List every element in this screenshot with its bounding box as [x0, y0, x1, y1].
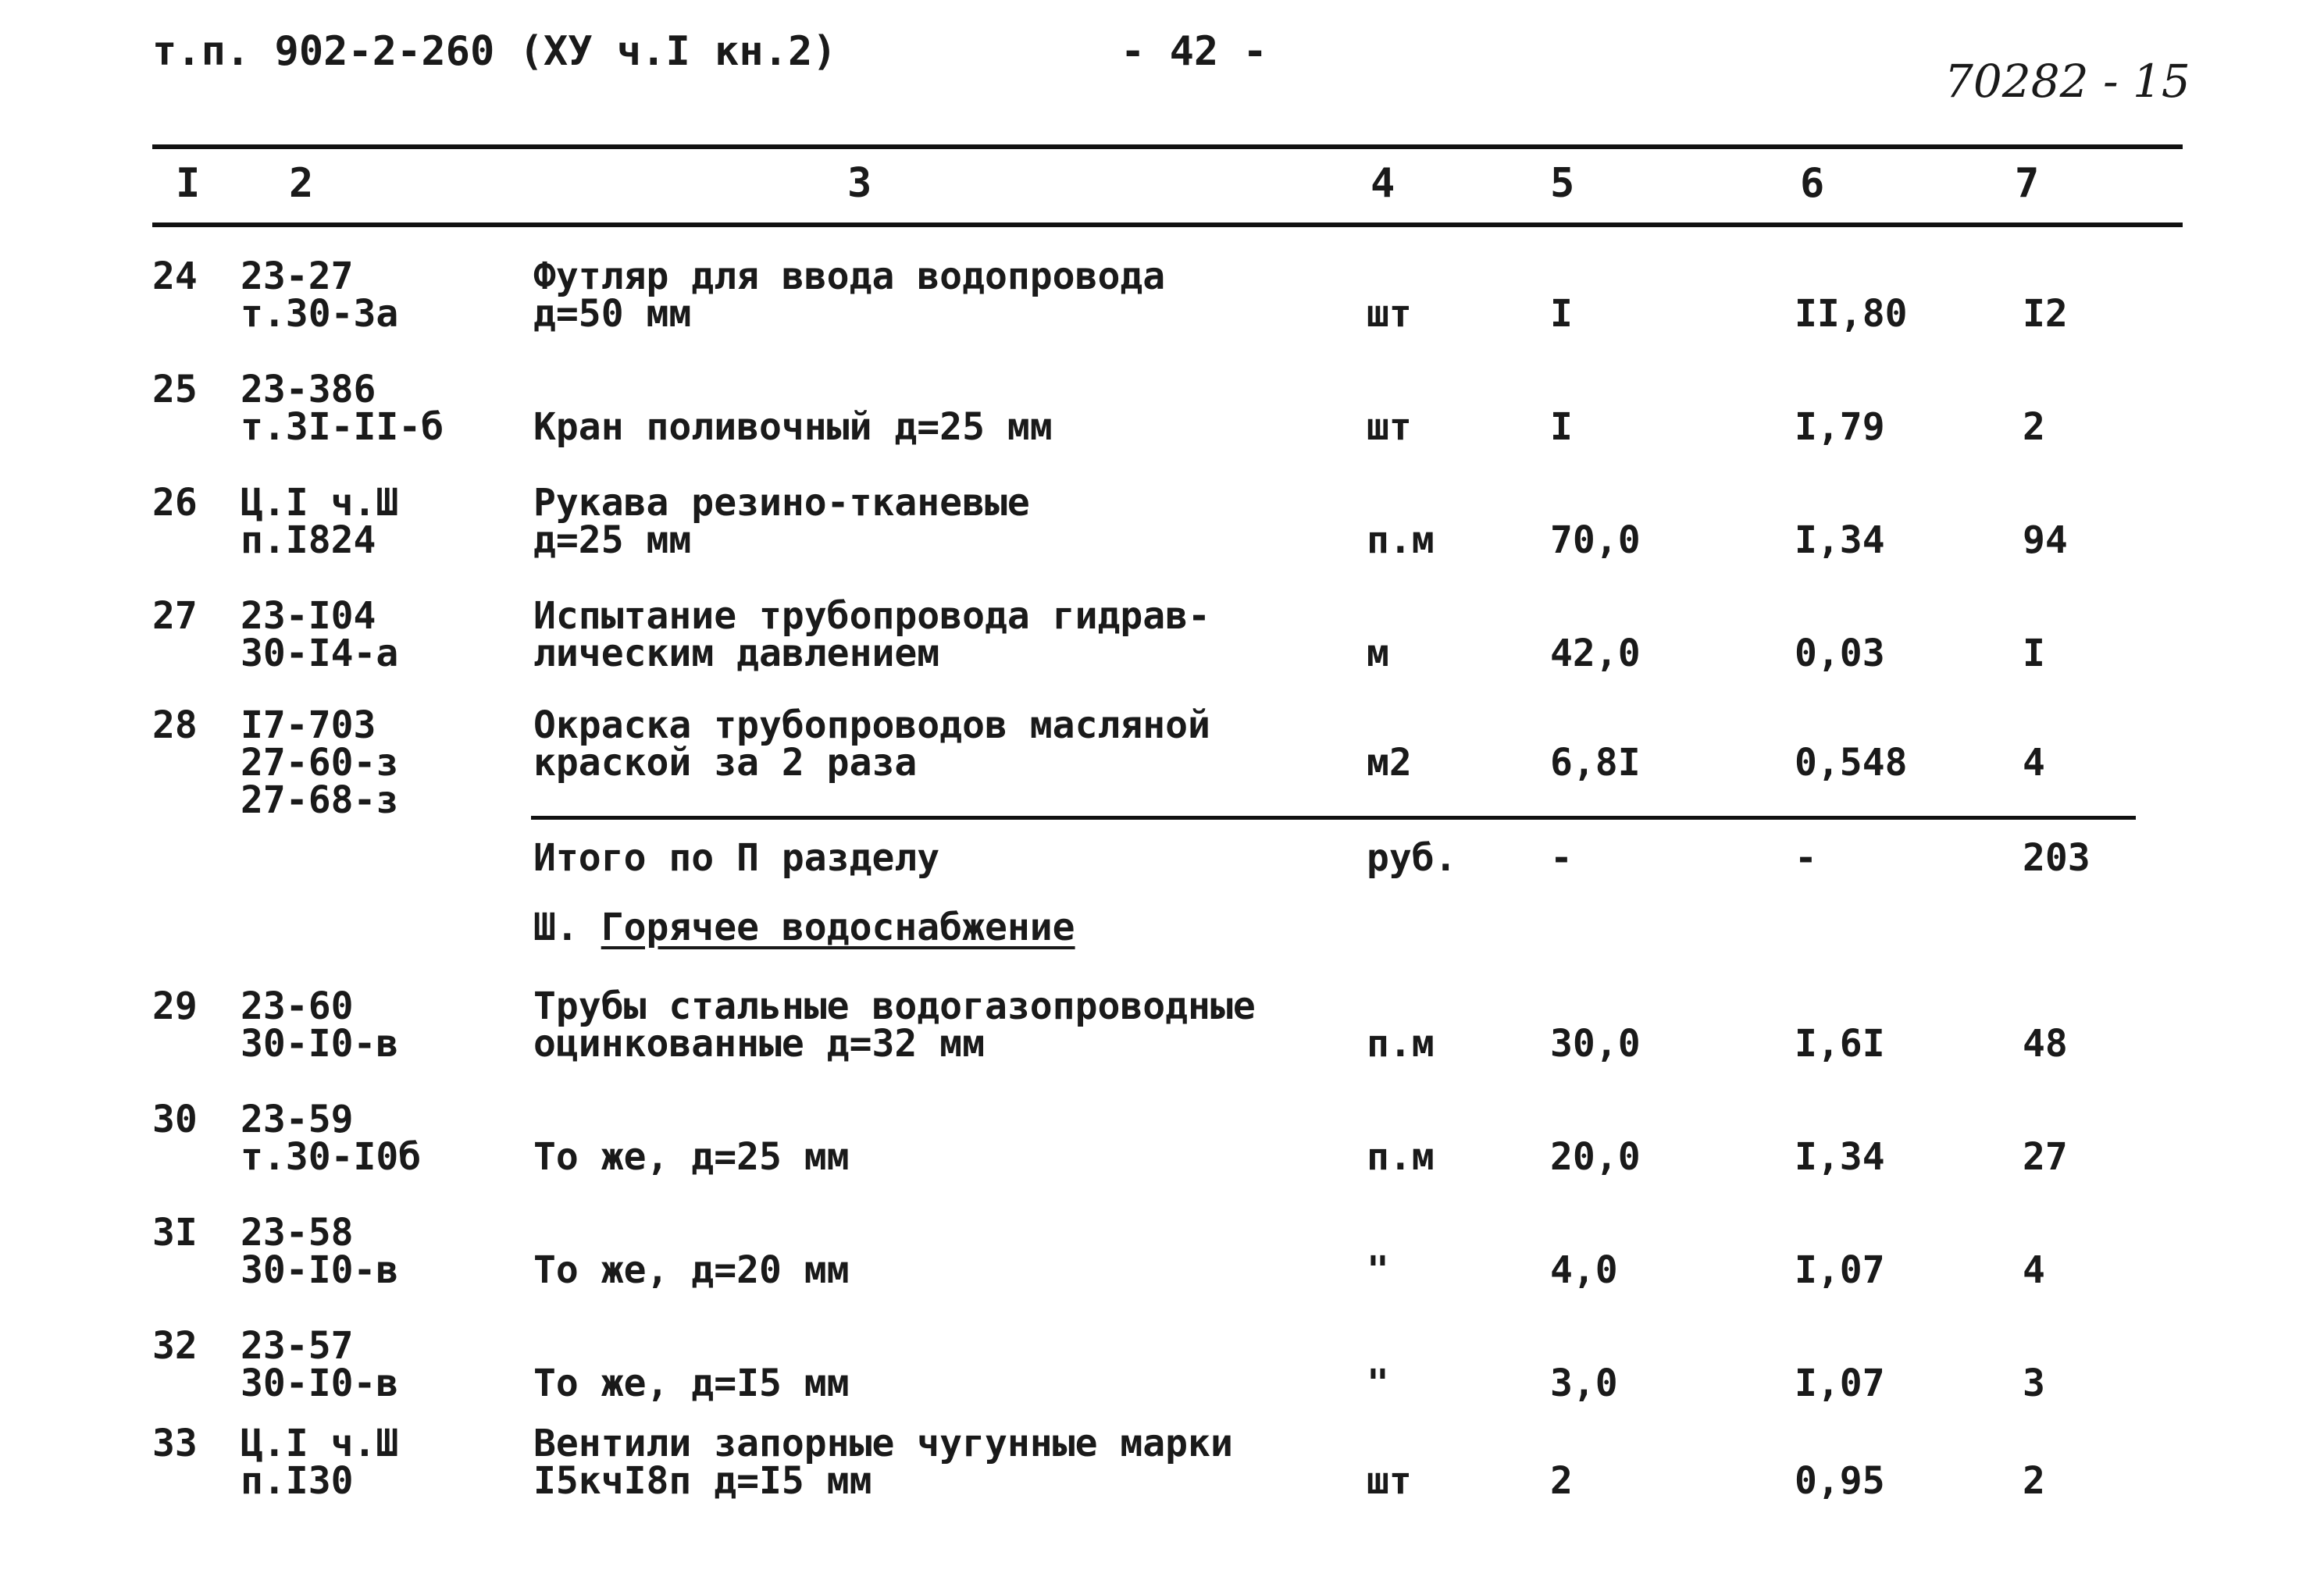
row-unit: шт	[1367, 1459, 1412, 1503]
row-code-line: 30-I4-а	[241, 632, 399, 675]
row-number: 28	[152, 703, 198, 747]
row-code-line: т.30-3а	[241, 292, 399, 336]
row-code-line: 27-68-з	[241, 778, 399, 822]
document-code: т.п. 902-2-260 (ХУ ч.I кн.2)	[152, 28, 837, 75]
row-unit-price: I,34	[1795, 518, 1885, 562]
row-code-line: т.3I-II-б	[241, 405, 444, 449]
section-heading	[533, 906, 1075, 949]
row-unit: п.м	[1367, 1022, 1435, 1066]
row-description-line: Вентили запорные чугунные марки	[533, 1422, 1233, 1465]
column-header-6: 6	[1800, 160, 1825, 207]
archive-number: 70282 - 15	[1944, 55, 2190, 108]
row-unit-price: I,07	[1795, 1362, 1885, 1405]
row-unit-price: 0,03	[1795, 632, 1885, 675]
row-number: 25	[152, 368, 198, 411]
row-number: 29	[152, 984, 198, 1028]
row-description-line: Окраска трубопроводов масляной	[533, 703, 1210, 747]
row-total: 4	[2023, 1248, 2045, 1292]
row-total: 48	[2023, 1022, 2068, 1066]
row-unit-price: 0,548	[1795, 741, 1908, 785]
row-unit: м2	[1367, 741, 1412, 785]
row-code-line: 23-I04	[241, 594, 376, 638]
row-total: 2	[2023, 1459, 2045, 1503]
row-code-line: 23-386	[241, 368, 376, 411]
column-header-2: 2	[289, 160, 314, 207]
row-total: 27	[2023, 1135, 2068, 1179]
row-code-line: I7-703	[241, 703, 376, 747]
row-code-line: п.I824	[241, 518, 376, 562]
row-number: 30	[152, 1098, 198, 1141]
row-total: I	[2023, 632, 2045, 675]
row-code-line: 27-60-з	[241, 741, 399, 785]
row-quantity: I	[1550, 405, 1573, 449]
subtotal-label: Итого по П разделу	[533, 836, 940, 880]
row-description-line: То же, д=25 мм	[533, 1135, 850, 1179]
page-number: - 42 -	[1121, 28, 1267, 75]
subtotal-unit: руб.	[1367, 836, 1457, 880]
column-header-1: I	[176, 160, 201, 207]
row-description-line: Испытание трубопровода гидрав-	[533, 594, 1210, 638]
row-quantity: 2	[1550, 1459, 1573, 1503]
row-quantity: I	[1550, 292, 1573, 336]
row-description-line: лическим давлением	[533, 632, 940, 675]
row-unit-price: I,79	[1795, 405, 1885, 449]
row-unit-price: I,34	[1795, 1135, 1885, 1179]
row-code-line: 23-57	[241, 1324, 354, 1368]
row-unit-price: I,6I	[1795, 1022, 1885, 1066]
row-quantity: 30,0	[1550, 1022, 1641, 1066]
column-header-7: 7	[2015, 160, 2040, 207]
row-unit-price: II,80	[1795, 292, 1908, 336]
row-number: 24	[152, 255, 198, 298]
subtotal-rule	[531, 816, 2136, 820]
row-number: 3I	[152, 1211, 198, 1255]
table-top-rule	[152, 144, 2183, 149]
row-number: 32	[152, 1324, 198, 1368]
row-quantity: 70,0	[1550, 518, 1641, 562]
row-number: 27	[152, 594, 198, 638]
row-quantity: 42,0	[1550, 632, 1641, 675]
row-unit: "	[1367, 1362, 1389, 1405]
row-description-line: оцинкованные д=32 мм	[533, 1022, 985, 1066]
row-quantity: 3,0	[1550, 1362, 1618, 1405]
row-unit: шт	[1367, 405, 1412, 449]
row-number: 33	[152, 1422, 198, 1465]
column-header-3: 3	[847, 160, 872, 207]
row-unit: п.м	[1367, 518, 1435, 562]
row-number: 26	[152, 481, 198, 525]
row-description-line: I5кчI8п д=I5 мм	[533, 1459, 872, 1503]
row-total: 2	[2023, 405, 2045, 449]
row-unit: "	[1367, 1248, 1389, 1292]
row-description-line: д=50 мм	[533, 292, 692, 336]
row-unit-price: I,07	[1795, 1248, 1885, 1292]
column-header-4: 4	[1371, 160, 1395, 207]
subtotal-total: 203	[2023, 836, 2091, 880]
row-quantity: 20,0	[1550, 1135, 1641, 1179]
row-quantity: 4,0	[1550, 1248, 1618, 1292]
row-code-line: 23-27	[241, 255, 354, 298]
row-description-line: То же, д=20 мм	[533, 1248, 850, 1292]
row-code-line: 30-I0-в	[241, 1362, 399, 1405]
row-quantity: 6,8I	[1550, 741, 1641, 785]
section-title: Горячее водоснабжение	[601, 906, 1075, 949]
row-code-line: 23-60	[241, 984, 354, 1028]
row-unit-price: 0,95	[1795, 1459, 1885, 1503]
column-header-5: 5	[1550, 160, 1575, 207]
row-description-line: д=25 мм	[533, 518, 692, 562]
row-code-line: 30-I0-в	[241, 1022, 399, 1066]
table-header-rule	[152, 222, 2183, 227]
row-description-line: Рукава резино-тканевые	[533, 481, 1030, 525]
row-code-line: Ц.I ч.Ш	[241, 1422, 399, 1465]
row-total: 4	[2023, 741, 2045, 785]
row-code-line: 23-58	[241, 1211, 354, 1255]
subtotal-quantity: -	[1550, 836, 1573, 880]
row-total: 94	[2023, 518, 2068, 562]
row-description-line: Кран поливочный д=25 мм	[533, 405, 1053, 449]
row-unit: п.м	[1367, 1135, 1435, 1179]
row-description-line: краской за 2 раза	[533, 741, 918, 785]
row-code-line: т.30-I0б	[241, 1135, 422, 1179]
row-total: 3	[2023, 1362, 2045, 1405]
row-description-line: Футляр для ввода водопровода	[533, 255, 1166, 298]
row-code-line: п.I30	[241, 1459, 354, 1503]
row-description-line: То же, д=I5 мм	[533, 1362, 850, 1405]
row-total: I2	[2023, 292, 2068, 336]
row-description-line: Трубы стальные водогазопроводные	[533, 984, 1256, 1028]
row-unit: м	[1367, 632, 1389, 675]
row-unit: шт	[1367, 292, 1412, 336]
row-code-line: 30-I0-в	[241, 1248, 399, 1292]
section-number: Ш.	[533, 906, 579, 949]
row-code-line: Ц.I ч.Ш	[241, 481, 399, 525]
row-code-line: 23-59	[241, 1098, 354, 1141]
subtotal-price: -	[1795, 836, 1817, 880]
